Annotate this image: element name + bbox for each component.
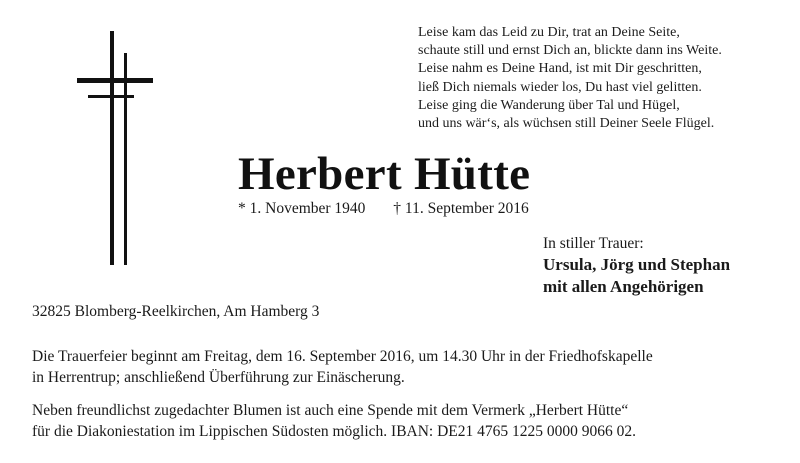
family-names: Ursula, Jörg und Stephan <box>543 255 731 274</box>
address: 32825 Blomberg-Reelkirchen, Am Hamberg 3 <box>32 303 320 320</box>
funeral-info <box>32 347 653 388</box>
poem-line: Leise kam das Leid zu Dir, trat an Deine Seite, <box>418 25 680 40</box>
poem-line: Leise nahm es Deine Hand, ist mit Dir geschritten, <box>418 61 702 77</box>
funeral-line: in Herrentrup; anschließend Überführung zur Einäscherung. <box>32 368 405 386</box>
cross-vertical-bar <box>110 31 114 265</box>
cross-vertical-bar-inner <box>124 53 127 265</box>
cross-horizontal-bar <box>77 78 153 83</box>
life-dates <box>238 199 529 219</box>
birth-date: * 1. November 1940 <box>238 200 366 217</box>
relatives-line: mit allen Angehörigen <box>543 277 704 296</box>
funeral-line: Die Trauerfeier beginnt am Freitag, dem 16. September 2016, um 14.30 Uhr in der Friedhofskapelle <box>32 348 653 365</box>
mourners-block <box>543 234 730 298</box>
donation-line: Neben freundlichst zugedachter Blumen ist auch eine Spende mit dem Vermerk „Herbert Hütte“ <box>32 402 629 419</box>
deceased-name: Herbert Hütte <box>238 148 531 200</box>
poem-line: Leise ging die Wanderung über Tal und Hügel, <box>418 97 680 113</box>
death-date: † 11. September 2016 <box>393 200 529 217</box>
mourning-intro: In stiller Trauer: <box>543 235 644 252</box>
poem-line: schaute still und ernst Dich an, blickte dann ins Weite. <box>418 43 722 59</box>
donation-info <box>32 401 636 442</box>
cross-horizontal-bar-inner <box>88 95 134 98</box>
donation-line: für die Diakoniestation im Lippischen Südosten möglich. IBAN: DE21 4765 1225 0000 9066 02. <box>32 422 637 440</box>
poem-line: ließ Dich niemals wieder los, Du hast viel gelitten. <box>418 79 702 95</box>
poem <box>418 24 788 133</box>
poem-line: und uns wär‘s, als wüchsen still Deiner Seele Flügel. <box>418 116 715 132</box>
